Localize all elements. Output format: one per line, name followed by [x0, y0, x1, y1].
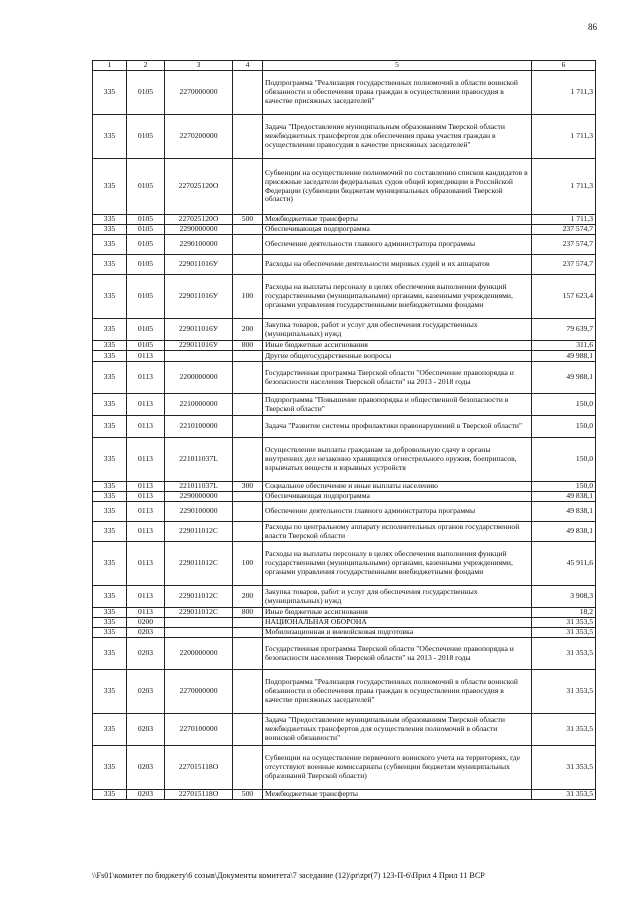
- table-cell-col-3: [165, 351, 233, 362]
- table-cell-col-5: Обеспечение деятельности главного администратора программы: [263, 502, 532, 522]
- table-cell-col-4: [233, 638, 263, 670]
- table-cell-col-6: 1 711,3: [532, 115, 596, 159]
- table-row: [93, 522, 596, 542]
- table-cell-col-3: 2210100000: [165, 416, 233, 438]
- table-cell-col-5: Иные бюджетные ассигнования: [263, 341, 532, 351]
- table-row: [93, 416, 596, 438]
- table-cell-col-1: 335: [93, 746, 127, 790]
- table-cell-col-3: 229011016У: [165, 341, 233, 351]
- table-row: [93, 608, 596, 618]
- table-cell-col-3: [165, 628, 233, 638]
- table-cell-col-2: 0113: [127, 522, 165, 542]
- table-row: [93, 275, 596, 319]
- table-cell-col-3: 227025120О: [165, 159, 233, 215]
- table-cell-col-5: Задача "Предоставление муниципальным образованиям Тверской области межбюджетных трансфертов для обеспечения права участия граждан в осуществлении правосудия в качестве присяжных заседателей": [263, 115, 532, 159]
- table-cell-col-2: 0203: [127, 638, 165, 670]
- table-row: [93, 438, 596, 482]
- table-cell-col-5: Межбюджетные трансферты: [263, 790, 532, 800]
- table-cell-col-1: 335: [93, 628, 127, 638]
- table-cell-col-1: 335: [93, 790, 127, 800]
- table-cell-col-4: 800: [233, 341, 263, 351]
- table-cell-col-6: 1 711,3: [532, 71, 596, 115]
- table-cell-col-5: Государственная программа Тверской области "Обеспечение правопорядка и безопасности населения Тверской области" на 2013 - 2018 годы: [263, 638, 532, 670]
- table-cell-col-2: 0105: [127, 225, 165, 235]
- table-cell-col-4: [233, 628, 263, 638]
- table-cell-col-3: 2290000000: [165, 492, 233, 502]
- table-cell-col-6: 311,6: [532, 341, 596, 351]
- table-cell-col-2: 0203: [127, 790, 165, 800]
- header-row: [93, 61, 596, 71]
- header-cell-6: 6: [532, 61, 596, 71]
- table-cell-col-5: Подпрограмма "Реализация государственных полномочий в области воинской обязанности и обеспечения права граждан в осуществлении правосудия в качестве присяжных заседателей": [263, 71, 532, 115]
- table-cell-col-6: 49 988,1: [532, 351, 596, 362]
- table-cell-col-1: 335: [93, 235, 127, 255]
- table-cell-col-1: 335: [93, 438, 127, 482]
- table-cell-col-3: 2270000000: [165, 71, 233, 115]
- table-cell-col-6: 3 908,3: [532, 586, 596, 608]
- header-cell-1: 1: [93, 61, 127, 71]
- table-cell-col-2: 0105: [127, 71, 165, 115]
- table-cell-col-2: 0113: [127, 394, 165, 416]
- table-cell-col-4: [233, 351, 263, 362]
- table-cell-col-2: 0105: [127, 235, 165, 255]
- table-row: [93, 255, 596, 275]
- table-cell-col-1: 335: [93, 482, 127, 492]
- table-cell-col-2: 0105: [127, 159, 165, 215]
- table-row: [93, 215, 596, 225]
- table-cell-col-3: 221011037L: [165, 482, 233, 492]
- table-cell-col-1: 335: [93, 275, 127, 319]
- table-row: [93, 394, 596, 416]
- table-cell-col-4: 300: [233, 482, 263, 492]
- table-row: [93, 235, 596, 255]
- table-cell-col-2: 0105: [127, 115, 165, 159]
- table-cell-col-4: 200: [233, 319, 263, 341]
- table-cell-col-5: Расходы на выплаты персоналу в целях обеспечения выполнения функций государственными (муниципальными) органами, казенными учреждениями, органами управления государственными внебюджетными фондами: [263, 275, 532, 319]
- table-cell-col-6: 31 353,5: [532, 790, 596, 800]
- table-cell-col-6: 49 838,1: [532, 522, 596, 542]
- table-cell-col-2: 0113: [127, 416, 165, 438]
- table-cell-col-3: [165, 618, 233, 628]
- table-cell-col-1: 335: [93, 215, 127, 225]
- table-cell-col-3: 229011012С: [165, 522, 233, 542]
- table-cell-col-1: 335: [93, 522, 127, 542]
- table-cell-col-3: 2290100000: [165, 502, 233, 522]
- table-cell-col-1: 335: [93, 638, 127, 670]
- table-cell-col-3: 227025120О: [165, 215, 233, 225]
- table-cell-col-4: [233, 362, 263, 394]
- table-cell-col-6: 79 639,7: [532, 319, 596, 341]
- table-cell-col-4: [233, 394, 263, 416]
- table-row: [93, 746, 596, 790]
- table-cell-col-4: [233, 714, 263, 746]
- table-cell-col-2: 0105: [127, 341, 165, 351]
- table-cell-col-3: 227015118О: [165, 790, 233, 800]
- table-row: [93, 115, 596, 159]
- table-cell-col-1: 335: [93, 586, 127, 608]
- table-cell-col-6: 237 574,7: [532, 225, 596, 235]
- table-cell-col-4: 200: [233, 586, 263, 608]
- table-cell-col-6: 49 988,1: [532, 362, 596, 394]
- table-cell-col-4: [233, 115, 263, 159]
- table-row: [93, 341, 596, 351]
- table-row: [93, 71, 596, 115]
- table-row: [93, 586, 596, 608]
- table-row: [93, 542, 596, 586]
- table-row: [93, 502, 596, 522]
- table-cell-col-4: 800: [233, 608, 263, 618]
- table-cell-col-6: 237 574,7: [532, 235, 596, 255]
- table-cell-col-5: Расходы на обеспечение деятельности мировых судей и их аппаратов: [263, 255, 532, 275]
- table-cell-col-5: Иные бюджетные ассигнования: [263, 608, 532, 618]
- table-cell-col-5: Социальное обеспечение и иные выплаты населению: [263, 482, 532, 492]
- table-cell-col-2: 0113: [127, 608, 165, 618]
- table-cell-col-3: 227015118О: [165, 746, 233, 790]
- table-cell-col-4: [233, 502, 263, 522]
- table-cell-col-5: Обеспечение деятельности главного администратора программы: [263, 235, 532, 255]
- table-cell-col-2: 0113: [127, 542, 165, 586]
- table-cell-col-4: [233, 670, 263, 714]
- table-cell-col-5: Обеспечивающая подпрограмма: [263, 492, 532, 502]
- table-row: [93, 670, 596, 714]
- table-cell-col-4: [233, 492, 263, 502]
- table-cell-col-2: 0113: [127, 351, 165, 362]
- table-cell-col-1: 335: [93, 670, 127, 714]
- table-cell-col-4: 100: [233, 542, 263, 586]
- table-cell-col-6: 31 353,5: [532, 628, 596, 638]
- table-cell-col-1: 335: [93, 115, 127, 159]
- table-cell-col-2: 0113: [127, 438, 165, 482]
- table-cell-col-4: 500: [233, 790, 263, 800]
- table-row: [93, 618, 596, 628]
- table-cell-col-2: 0203: [127, 628, 165, 638]
- table-cell-col-2: 0105: [127, 319, 165, 341]
- table-cell-col-5: Закупка товаров, работ и услуг для обеспечения государственных (муниципальных) нужд: [263, 586, 532, 608]
- table-cell-col-3: 2290000000: [165, 225, 233, 235]
- table-cell-col-1: 335: [93, 394, 127, 416]
- table-cell-col-2: 0113: [127, 492, 165, 502]
- table-cell-col-2: 0203: [127, 746, 165, 790]
- table-row: [93, 790, 596, 800]
- table-cell-col-4: [233, 225, 263, 235]
- table-cell-col-5: Подпрограмма "Повышение правопорядка и общественной безопасности в Тверской области": [263, 394, 532, 416]
- table-cell-col-4: 500: [233, 215, 263, 225]
- table-cell-col-5: Другие общегосударственные вопросы: [263, 351, 532, 362]
- table-cell-col-6: 150,0: [532, 394, 596, 416]
- table-cell-col-2: 0105: [127, 215, 165, 225]
- table-row: [93, 159, 596, 215]
- table-cell-col-4: [233, 71, 263, 115]
- header-cell-3: 3: [165, 61, 233, 71]
- table-cell-col-1: 335: [93, 714, 127, 746]
- table-cell-col-1: 335: [93, 225, 127, 235]
- table-cell-col-3: 2270000000: [165, 670, 233, 714]
- table-cell-col-2: 0200: [127, 618, 165, 628]
- table-cell-col-1: 335: [93, 362, 127, 394]
- table-cell-col-6: 157 623,4: [532, 275, 596, 319]
- table-cell-col-5: Межбюджетные трансферты: [263, 215, 532, 225]
- table-cell-col-5: Закупка товаров, работ и услуг для обеспечения государственных (муниципальных) нужд: [263, 319, 532, 341]
- table-cell-col-6: 31 353,5: [532, 746, 596, 790]
- table-row: [93, 225, 596, 235]
- page-number: 86: [588, 22, 597, 32]
- table-row: [93, 714, 596, 746]
- table-cell-col-1: 335: [93, 159, 127, 215]
- table-cell-col-3: 2290100000: [165, 235, 233, 255]
- table-cell-col-5: Задача "Развитие системы профилактики правонарушений в Тверской области": [263, 416, 532, 438]
- table-cell-col-4: [233, 746, 263, 790]
- table-cell-col-5: Расходы по центральному аппарату исполнительных органов государственной власти Тверской области: [263, 522, 532, 542]
- table-row: [93, 638, 596, 670]
- table-row: [93, 351, 596, 362]
- table-cell-col-3: 229011012С: [165, 542, 233, 586]
- table-cell-col-3: 229011016У: [165, 255, 233, 275]
- table-cell-col-2: 0203: [127, 714, 165, 746]
- table-cell-col-3: 2270200000: [165, 115, 233, 159]
- table-cell-col-1: 335: [93, 351, 127, 362]
- table-cell-col-2: 0113: [127, 502, 165, 522]
- table-cell-col-3: 2270100000: [165, 714, 233, 746]
- table-cell-col-2: 0105: [127, 275, 165, 319]
- table-cell-col-4: [233, 438, 263, 482]
- table-cell-col-6: 1 711,3: [532, 215, 596, 225]
- table-cell-col-3: 2200000000: [165, 638, 233, 670]
- table-cell-col-1: 335: [93, 255, 127, 275]
- table-cell-col-3: 229011012С: [165, 608, 233, 618]
- table-cell-col-5: Расходы на выплаты персоналу в целях обеспечения выполнения функций государственными (муниципальными) органами, казенными учреждениями, органами управления государственными внебюджетными фондами: [263, 542, 532, 586]
- header-cell-2: 2: [127, 61, 165, 71]
- header-cell-5: 5: [263, 61, 532, 71]
- table-cell-col-2: 0113: [127, 362, 165, 394]
- table-cell-col-6: 150,0: [532, 482, 596, 492]
- table-cell-col-3: 229011016У: [165, 319, 233, 341]
- table-cell-col-5: Осуществление выплаты гражданам за добровольную сдачу в органы внутренних дел незаконно хранящихся огнестрельного оружия, боеприпасов, взрывчатых веществ и взрывных устройств: [263, 438, 532, 482]
- table-cell-col-2: 0113: [127, 586, 165, 608]
- table-cell-col-6: 49 838,1: [532, 502, 596, 522]
- file-path-footer: \\Fs01\комитет по бюджету\6 созыв\Документы комитета\7 заседание (12)\pr\zpr(7) 123-П-6\Прил 4 Прил 11 ВСР: [92, 871, 485, 880]
- table-cell-col-1: 335: [93, 341, 127, 351]
- budget-table: [92, 60, 596, 800]
- table-cell-col-6: 237 574,7: [532, 255, 596, 275]
- table-cell-col-3: 229011012С: [165, 586, 233, 608]
- table-cell-col-6: 18,2: [532, 608, 596, 618]
- table-cell-col-5: Обеспечивающая подпрограмма: [263, 225, 532, 235]
- table-cell-col-1: 335: [93, 319, 127, 341]
- table-cell-col-1: 335: [93, 618, 127, 628]
- table-cell-col-6: 45 911,6: [532, 542, 596, 586]
- table-cell-col-5: Субвенции на осуществление полномочий по составлению списков кандидатов в присяжные заседатели федеральных судов общей юрисдикции в Российской Федерации (субвенции бюджетам муниципальных образований Тверской области): [263, 159, 532, 215]
- table-cell-col-4: [233, 255, 263, 275]
- table-cell-col-6: 49 838,1: [532, 492, 596, 502]
- table-cell-col-4: [233, 522, 263, 542]
- table-cell-col-5: Государственная программа Тверской области "Обеспечение правопорядка и безопасности населения Тверской области" на 2013 - 2018 годы: [263, 362, 532, 394]
- table-row: [93, 362, 596, 394]
- table-cell-col-6: 31 353,5: [532, 670, 596, 714]
- table-cell-col-4: [233, 618, 263, 628]
- table-row: [93, 492, 596, 502]
- table-cell-col-5: Задача "Предоставление муниципальным образованиям Тверской области межбюджетных трансфертов для осуществления полномочий в области воинской обязанности": [263, 714, 532, 746]
- table-cell-col-4: 100: [233, 275, 263, 319]
- table-cell-col-5: Подпрограмма "Реализация государственных полномочий в области воинской обязанности и обеспечения права граждан в осуществлении правосудия в качестве присяжных заседателей": [263, 670, 532, 714]
- table-cell-col-1: 335: [93, 492, 127, 502]
- table-row: [93, 319, 596, 341]
- table-cell-col-3: 221011037L: [165, 438, 233, 482]
- table-row: [93, 628, 596, 638]
- table-cell-col-3: 2200000000: [165, 362, 233, 394]
- table-cell-col-2: 0203: [127, 670, 165, 714]
- table-cell-col-4: [233, 235, 263, 255]
- table-cell-col-2: 0113: [127, 482, 165, 492]
- table-cell-col-4: [233, 416, 263, 438]
- table-cell-col-6: 31 353,5: [532, 618, 596, 628]
- header-cell-4: 4: [233, 61, 263, 71]
- table-row: [93, 482, 596, 492]
- table-cell-col-5: Мобилизационная и вневойсковая подготовка: [263, 628, 532, 638]
- table-cell-col-1: 335: [93, 542, 127, 586]
- table-cell-col-3: 229011016У: [165, 275, 233, 319]
- table-cell-col-5: Субвенции на осуществление первичного воинского учета на территориях, где отсутствуют военные комиссариаты (субвенции бюджетам муниципальных образований Тверской области): [263, 746, 532, 790]
- table-cell-col-3: 2210000000: [165, 394, 233, 416]
- table-cell-col-1: 335: [93, 502, 127, 522]
- table-cell-col-5: НАЦИОНАЛЬНАЯ ОБОРОНА: [263, 618, 532, 628]
- table-cell-col-1: 335: [93, 608, 127, 618]
- table-cell-col-6: 31 353,5: [532, 714, 596, 746]
- table-cell-col-6: 31 353,5: [532, 638, 596, 670]
- table-cell-col-1: 335: [93, 416, 127, 438]
- table-cell-col-2: 0105: [127, 255, 165, 275]
- table-cell-col-6: 150,0: [532, 438, 596, 482]
- table-cell-col-1: 335: [93, 71, 127, 115]
- table-cell-col-6: 150,0: [532, 416, 596, 438]
- table-cell-col-4: [233, 159, 263, 215]
- table-cell-col-6: 1 711,3: [532, 159, 596, 215]
